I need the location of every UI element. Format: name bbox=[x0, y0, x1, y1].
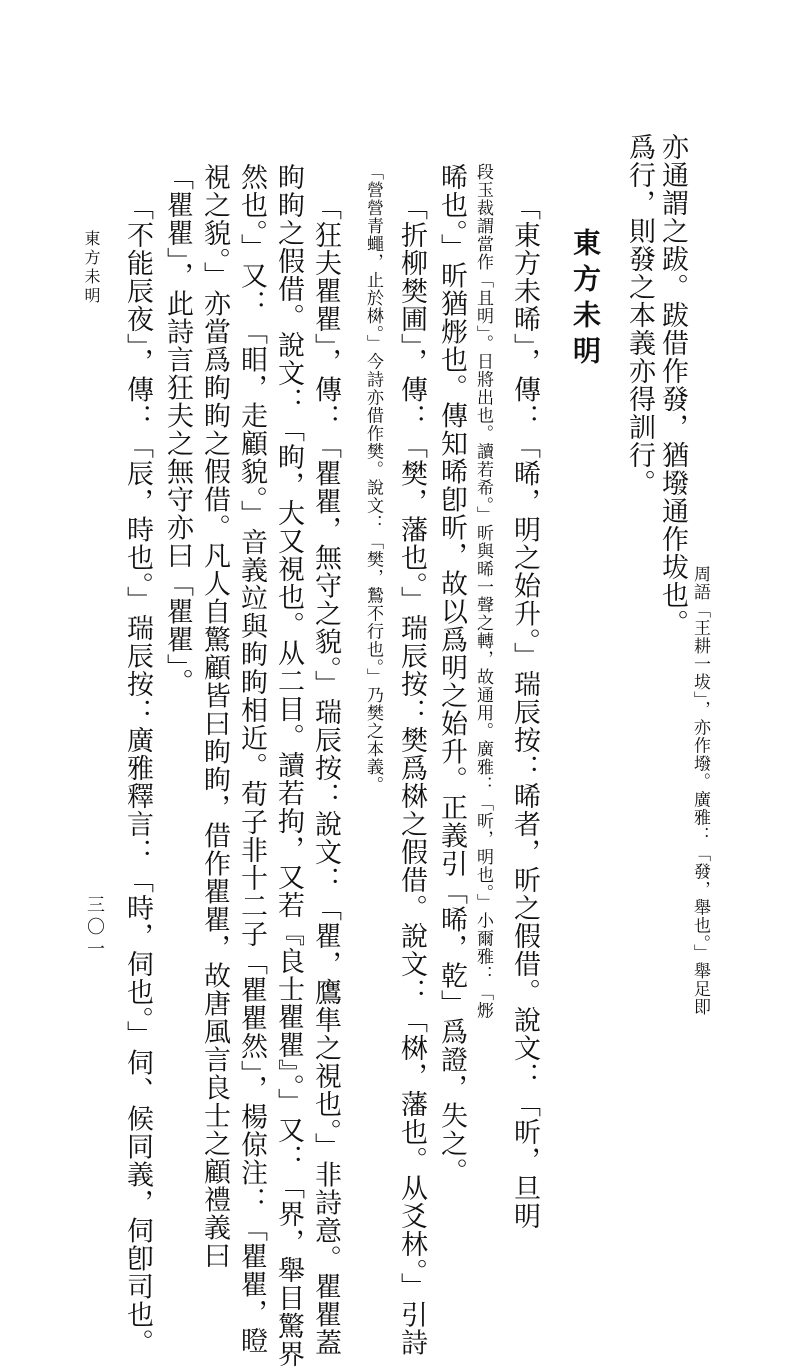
text-column-3: 爲行，則發之本義亦得訓行。 bbox=[624, 133, 655, 497]
text-column-9: 「狂夫瞿瞿」，傳：「瞿瞿，無守之貌。」瑞辰按：說文：「瞿，鷹隼之視也。」非詩意。瞿瞿蓋 bbox=[310, 193, 341, 1357]
text-column-4: 「東方未晞」，傳：「晞，明之始升。」瑞辰按：晞者，昕之假借。說文：「昕，旦明 bbox=[509, 193, 540, 1230]
page-number: 三〇一 bbox=[84, 895, 105, 961]
text-column-1: 亦通謂之跋。跋借作發，猶墢通作坺也。 bbox=[657, 133, 688, 637]
text-column-5-annotation: 段玉裁謂當作「且明」。日將出也。讀若希。」昕與晞一聲之轉，故通用。廣雅：「昕，明也。」小爾雅：「烿 bbox=[473, 163, 493, 1020]
text-column-12: 視之貌。」亦當爲眗眗之假借。凡人自驚顧皆曰眗眗，借作瞿瞿，故唐風言良士之顧禮義曰 bbox=[199, 163, 230, 1270]
section-heading: 東方未明 bbox=[569, 228, 602, 372]
text-column-14: 「不能辰夜」，傳：「辰，時也。」瑞辰按：廣雅釋言：「時，伺也。」伺、候同義，伺卽司也。 bbox=[122, 193, 153, 1357]
text-column-13: 「瞿瞿」，此詩言狂夫之無守亦曰「瞿瞿」。 bbox=[162, 163, 193, 696]
running-title: 東方未明 bbox=[82, 230, 101, 306]
text-column-11: 然也。」又：「䀠，走顧貌。」音義竝與眗眗相近。荀子非十二子「瞿瞿然」，楊倞注：「瞿瞿，瞪 bbox=[236, 163, 267, 1355]
text-column-2-annotation: 周語「王耕一坺」，亦作墢。廣雅：「發，舉也。」舉足即 bbox=[690, 565, 710, 1016]
text-column-10: 眗眗之假借。說文：「眗，大又視也。从二目。讀若拘，又若『良士瞿瞿』。」又：「界，舉目驚界 bbox=[273, 163, 304, 1368]
text-column-7: 「折柳樊圃」，傳：「樊，藩也。」瑞辰按：樊爲棥之假借。說文：「棥，藩也。从爻林。」引詩 bbox=[396, 193, 427, 1357]
text-column-8: 「營營青蠅，止於棥。」今詩亦借作樊。說文：「樊，鷙不行也。」乃樊之本義。 bbox=[363, 163, 383, 794]
text-column-6: 晞也。」昕猶烿也。傳知晞卽昕，故以爲明之始升。正義引「晞，乾」爲證，失之。 bbox=[436, 163, 467, 1186]
